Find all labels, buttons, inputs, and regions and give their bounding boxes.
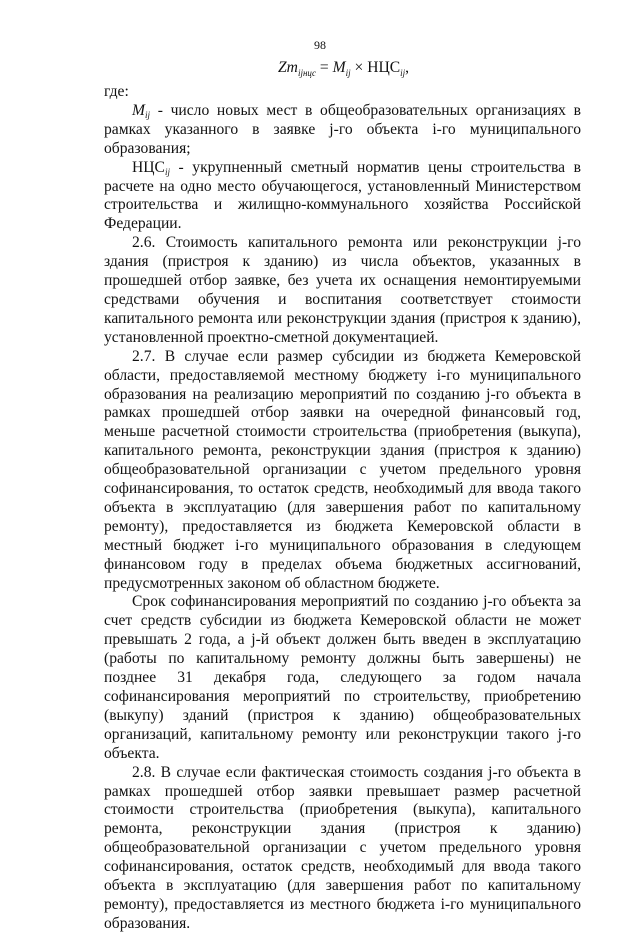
paragraph-cofinancing-term: Срок софинансирования мероприятий по созданию j-го объекта за счет средств субсидии из бюджета Кемеровской области не может превышать 2 года, а j-й объект должен быть введен в эксплуатацию (работы по капитальному ремонту должны быть завершены) не позднее 31 декабря года, следующего за годом начала софинансирования мероприятий по строительству, приобретению (выкупу) зданий (пристроя к зданию) общеобразовательных организаций, капитальному ремонту или реконструкции такого j-го объекта. (104, 593, 581, 762)
paragraph-2-8: 2.8. В случае если фактическая стоимость создания j-го объекта в рамках прошедшей отбор заявки превышает размер расчетной стоимости строительства (приобретения (выкупа), капитального ремонта, реконструкции здания (пристроя к зданию) общеобразовательной организации с учетом предельного уровня софинансирования, остаток средств, необходимый для ввода такого объекта в эксплуатацию (для завершения работ по капитальному ремонту), предоставляется из местного бюджета i-го муниципального образования. (104, 763, 581, 932)
paragraph-2-6: 2.6. Стоимость капитального ремонта или реконструкции j-го здания (пристроя к зданию) из числа объектов, указанных в прошедшей отбор заявке, без учета их оснащения немонтируемыми средствами обучения и воспитания соответствует стоимости капитального ремонта или реконструкции здания (пристроя к зданию), установленной проектно-сметной документацией. (104, 234, 581, 346)
formula-nts: НЦС (367, 59, 401, 76)
formula-end: , (405, 59, 410, 76)
formula-lhs-sub: ijнцс (297, 68, 317, 78)
formula-eq: = (316, 59, 333, 76)
formula-nts-sub: ij (400, 68, 406, 78)
page-number: 98 (314, 38, 326, 52)
where-label: где: (104, 83, 129, 100)
def-nts-text: - укрупненный сметный норматив цены строительства в расчете на одно место обучающегося, установленный Министерством строительства и жилищно-коммунального хозяйства Российской Федерации. (104, 158, 581, 233)
definition-nts (104, 159, 581, 235)
formula-m-var: M (332, 59, 346, 76)
paragraph-2-7: 2.7. В случае если размер субсидии из бюджета Кемеровской области, предоставляемой местному бюджету i-го муниципального образования на реализацию мероприятий по созданию j-го объекта в рамках прошедшей отбор заявки на очередной финансовый год, меньше расчетной стоимости строительства (приобретения (выкупа), капитального ремонта, реконструкции здания (пристроя к зданию) общеобразовательной организации с учетом предельного уровня софинансирования, то остаток средств, необходимый для ввода такого объекта в эксплуатацию (для завершения работ по капитальному ремонту), предоставляется из бюджета Кемеровской области в местный бюджет i-го муниципального образования в следующем финансовом году в пределах объема бюджетных ассигнований, предусмотренных законом об областном бюджете. (104, 347, 581, 592)
def-m-var: M (132, 101, 145, 119)
formula (0, 58, 640, 83)
def-m-sub: ij (145, 109, 151, 120)
formula-lhs-var: Zm (278, 59, 298, 76)
formula-m-sub: ij (345, 68, 351, 78)
def-nts-var: НЦС (132, 158, 165, 176)
formula-times: × (350, 59, 368, 76)
def-nts-sub: ij (164, 166, 170, 177)
def-m-text: - число новых мест в общеобразовательных организациях в рамках указанного в заявке j-го объекта i-го муниципального образования; (104, 101, 581, 157)
document-body (104, 83, 581, 934)
definition-m (104, 102, 581, 159)
